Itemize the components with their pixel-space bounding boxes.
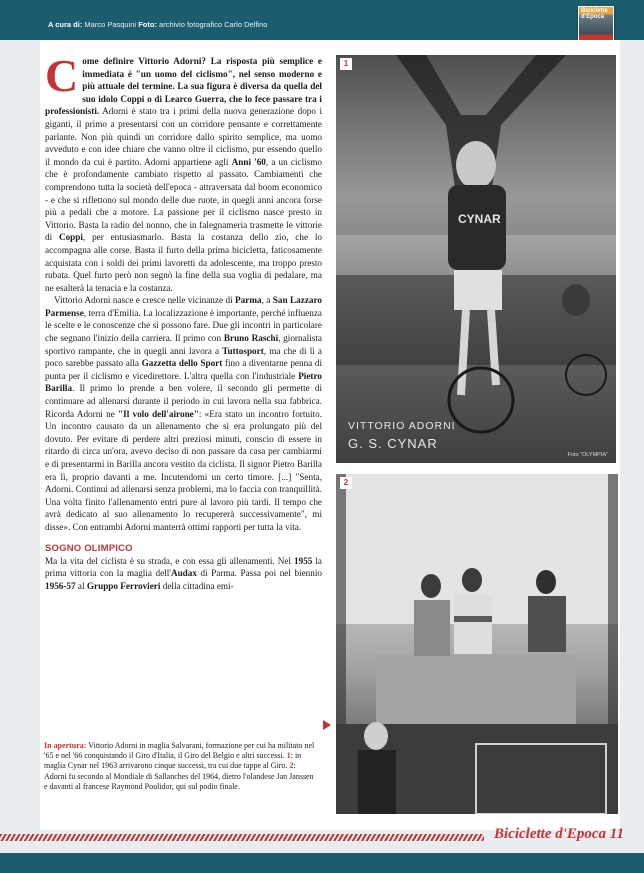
- footer-brand-page-number: Biciclette d'Epoca 11: [494, 826, 624, 842]
- text-run: . Il primo lo prende a ben volere, il secondo gli permette di continuare ad allenarsi durante il periodo in cui lavora nella sua fabbrica. Ricorda Adorni ne: [45, 383, 322, 419]
- photo-2-illustration: [336, 474, 618, 814]
- caption-text: Vittorio Adorni in maglia Salvarani, formazione per cui ha militato nel '65 e nel '66 conquistando il Giro d'Italia, il Giro del Belgio e altri successi.: [44, 741, 315, 761]
- text-run: al: [75, 580, 87, 591]
- article-paragraph: [45, 555, 322, 593]
- caption-number: 1: [286, 751, 291, 761]
- text-run: Ma la vita del ciclista è su strada, e con essa gli allenamenti. Nel: [45, 555, 294, 566]
- caption-text: : in maglia Cynar nel 1963 arrivarono cinque successi, tra cui due tappe al Giro.: [44, 751, 302, 771]
- bold-run: 1956-57: [45, 580, 76, 591]
- continue-arrow-icon: [323, 720, 331, 730]
- photo-number-badge: 2: [340, 477, 352, 489]
- photo-number-badge: 1: [340, 58, 352, 70]
- photo-stamp: Foto "OLYMPIA": [567, 452, 608, 458]
- section-subheading: SOGNO OLIMPICO: [45, 542, 133, 554]
- article-paragraph: [45, 50, 322, 294]
- caption-label: In apertura:: [44, 741, 87, 750]
- bold-run: Coppi: [58, 232, 83, 243]
- bottom-bar: [0, 853, 644, 873]
- text-run: : «Era stato un incontro fortuito. Un incontro causato da un allenamento che si era prolungato più del dovuto. Per evitare di perdere altri preziosi minuti, conscio di essere in ritardo di circa un'ora, avevo deciso di non passare da casa per cambiarmi e di presentarmi in Barilla ancora vestito da ciclista. Il signor Pietro Barilla era lì, proprio davanti a me. Incutendomi un certo timore. [...] "Senta, Adorni. Continui ad allenarsi senza problemi, ma lo faccia con tranquillità. Una volta finito l'allenamento entri pure al lavoro più tardi. Il tempo che avrà dedicato al suo allenamento lo recupererà successivamente", mi disse». Con entrambi Adorni manterrà ottimi rapporti per tutta la vita.: [45, 408, 322, 532]
- credit-author: Marco Pasquini: [84, 20, 137, 29]
- footer-stripes: [0, 834, 484, 841]
- top-bar: [0, 0, 644, 40]
- photo-cyclist-victory: [336, 55, 616, 463]
- text-run: della cittadina emi-: [160, 580, 234, 591]
- text-run: , a un ciclismo che è profondamente cambiato rispetto al passato. Cambiamenti che comprendono tutta la società dell'epoca - attraversata dal boom economico - e che si riflettono sul mondo delle due ruote, in quegli anni ancora forse più a pedali che a motore. La passione per il ciclismo nasce presto in Vittorio. Basta la radio del nonno, che in falegnameria trasmette le vittorie di: [45, 156, 322, 243]
- cover-label: Biciclette d'Epoca: [581, 8, 608, 20]
- text-run: Vittorio Adorni nasce e cresce nelle vicinanze di: [54, 295, 236, 306]
- credit-photo-source: archivio fotografico Carlo Delfino: [159, 20, 268, 29]
- text-run: la prima vittoria con la maglia dell': [45, 555, 322, 579]
- article-body: [45, 50, 323, 592]
- bold-run: Gruppo Ferrovieri: [86, 580, 161, 591]
- bold-run: "Il volo dell'airone": [118, 408, 199, 419]
- caption-number: 2: [289, 761, 294, 771]
- drop-cap: C: [45, 50, 79, 101]
- photo-world-championship-podium: [336, 474, 618, 814]
- bold-run: Anni '60: [231, 156, 266, 167]
- text-run: , ma che di lì a poco sarebbe passato alla: [45, 345, 322, 369]
- bold-run: Bruno Raschi: [223, 333, 279, 344]
- caption-text: : Adorni fu secondo al Mondiale di Sallanches del 1964, dietro l'olandese Jan Janssen e davanti al francese Raymond Poulidor, qui sul podio finale.: [44, 761, 314, 791]
- bold-run: San Lazzaro Parmense: [45, 295, 323, 318]
- photo-caption: [44, 741, 319, 792]
- bold-run: Audax: [170, 568, 197, 579]
- text-run: , terra d'Emilia. La localizzazione è importante, perché influenza le scelte e le conoscenze che si possono fare. Due gli incontri in particolare che segnano l'inizio della carriera. Il primo con: [45, 307, 322, 344]
- photo-1-illustration: [336, 55, 616, 463]
- credit-label-photo: Foto:: [138, 20, 157, 29]
- credit-label-curated: A cura di:: [48, 20, 83, 29]
- text-run: fino a diventarne penna di punta per il ciclismo e vicedirettore. L'altra quella con l'industriale: [45, 358, 323, 381]
- article-paragraph: [45, 294, 322, 533]
- text-run: , giornalista sportivo rampante, che in quegli anni lavora a: [45, 333, 322, 356]
- bold-run: 1955: [294, 555, 313, 566]
- text-run: , per entusiasmarlo. Basta la costanza dello zio, che lo accompagna alle corse. Basta il furto della prima bicicletta, faticosamente acquistata con i soldi dei primi lavoretti da adolescente, ma troppo presto rubata. Quel furto però non segnò la fine della sua voglia di pedalare, ma ne esalterà la tenacia e la costanza.: [45, 232, 322, 293]
- bold-run: Gazzetta dello Sport: [141, 358, 223, 369]
- text-run: Adorni è stato tra i primi della nuova generazione dopo i giganti, il primo a presentarsi con un corridore pensante e correttamente parlante. Non più quindi un corridore dallo spirito semplice, ma uomo avveduto e con idee chiare che vanno oltre il ciclismo, pur essendo quello il mondo da cui è partito. Adorni appartiene agli: [45, 106, 322, 167]
- svg-text:CYNAR: CYNAR: [458, 212, 501, 226]
- text-run: , a: [261, 295, 273, 306]
- bold-run: Parma: [235, 295, 262, 306]
- photo-inscription-name: VITTORIO ADORNI: [348, 420, 456, 432]
- credits-line: [48, 20, 267, 29]
- text-run: di Parma. Passa poi nel biennio: [196, 568, 322, 579]
- bold-run: Pietro Barilla: [45, 370, 322, 394]
- article-lead: ome definire Vittorio Adorni? La risposta più semplice e immediata è "un uomo del ciclismo", nel senso moderno e più attuale del termine. La sua figura è diversa da quella del suo idolo Coppi o di Learco Guerra, che lo fece passare tra i professionisti.: [45, 56, 322, 117]
- bold-run: Tuttosport: [222, 345, 264, 356]
- photo-inscription-team: G. S. CYNAR: [348, 436, 438, 451]
